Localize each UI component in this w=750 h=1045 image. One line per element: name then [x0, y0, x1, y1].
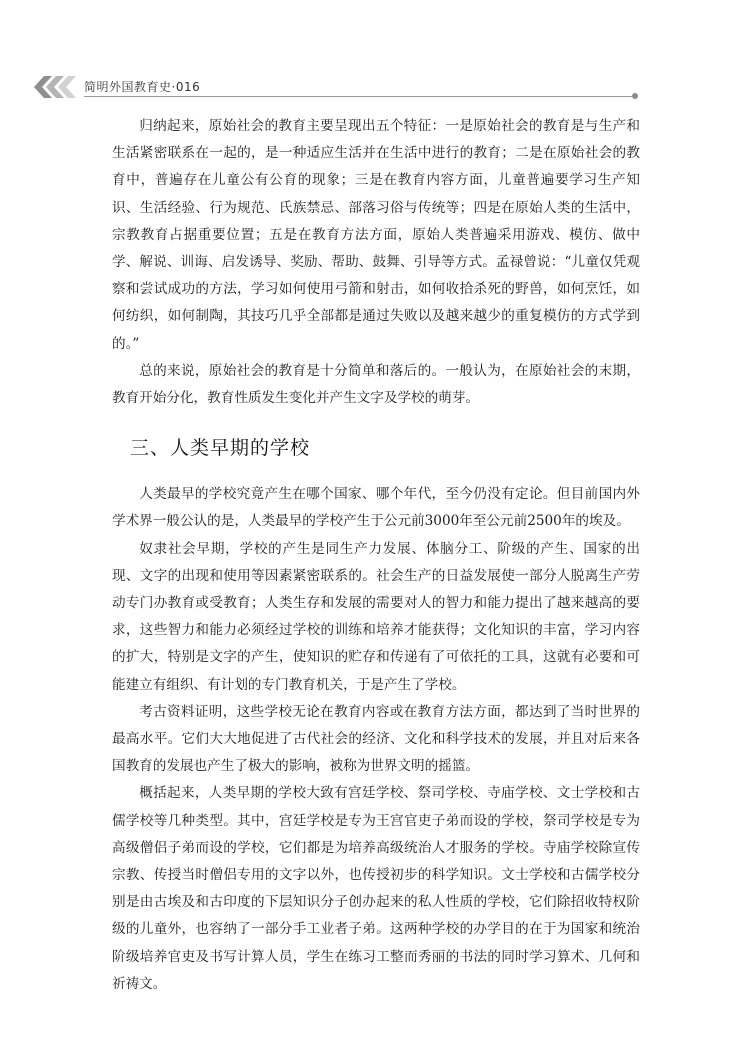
page-body	[112, 113, 640, 998]
paragraph: 考古资料证明，这些学校无论在教育内容或在教育方法方面，都达到了当时世界的最高水平。它们大大地促进了古代社会的经济、文化和科学技术的发展，并且对后来各国教育的发展也产生了极大的影响，被称为世界文明的摇篮。	[112, 703, 640, 775]
running-header	[0, 76, 750, 98]
paragraph: 总的来说，原始社会的教育是十分简单和落后的。一般认为，在原始社会的末期，教育开始分化，教育性质发生变化并产生文字及学校的萌芽。	[112, 362, 640, 407]
paragraph: 概括起来，人类早期的学校大致有宫廷学校、祭司学校、寺庙学校、文士学校和古儒学校等几种类型。其中，宫廷学校是专为王宫官吏子弟而设的学校，祭司学校是专为高级僧侣子弟而设的学校，它们都是为培养高级统治人才服务的学校。寺庙学校除宣传宗教、传授当时僧侣专用的文字以外，也传授初步的科学知识。文士学校和古儒学校分别是由古埃及和古印度的下层知识分子创办起来的私人性质的学校，它们除招收特权阶级的儿童外，也容纳了一部分手工业者子弟。这两种学校的办学目的在于为国家和统治阶级培养官吏及书写计算人员，学生在练习工整而秀丽的书法的同时学习算术、几何和祈祷文。	[112, 785, 640, 992]
header-title: 简明外国教育史·016	[84, 80, 201, 94]
header-dot	[632, 93, 638, 99]
section-title: 三、人类早期的学校	[130, 437, 311, 460]
paragraph: 归纳起来，原始社会的教育主要呈现出五个特征：一是原始社会的教育是与生产和生活紧密联系在一起的，是一种适应生活并在生活中进行的教育；二是在原始社会的教育中，普遍存在儿童公有公育的现象；三是在教育内容方面，儿童普遍要学习生产知识、生活经验、行为规范、氏族禁忌、部落习俗与传统等；四是在原始人类的生活中，宗教教育占据重要位置；五是在教育方法方面，原始人类普遍采用游戏、模仿、做中学、解说、训诲、启发诱导、奖励、帮助、鼓舞、引导等方式。孟禄曾说：“儿童仅凭观察和尝试成功的方法，学习如何使用弓箭和射击，如何收拾杀死的野兽，如何烹饪，如何纺织，如何制陶，其技巧几乎全部都是通过失败以及越来越少的重复模仿的方式学到的。”	[112, 118, 640, 352]
paragraph: 人类最早的学校究竟产生在哪个国家、哪个年代，至今仍没有定论。但目前国内外学术界一般公认的是，人类最早的学校产生于公元前3000年至公元前2500年的埃及。	[112, 486, 640, 530]
header-rule	[84, 96, 632, 97]
double-chevron-left-icon	[30, 76, 78, 98]
paragraph: 奴隶社会早期，学校的产生是同生产力发展、体脑分工、阶级的产生、国家的出现、文字的出现和使用等因素紧密联系的。社会生产的日益发展使一部分人脱离生产劳动专门办教育或受教育；人类生存和发展的需要对人的智力和能力提出了越来越高的要求，这些智力和能力必须经过学校的训练和培养才能获得；文化知识的丰富，学习内容的扩大，特别是文字的产生，使知识的贮存和传递有了可依托的工具，这就有必要和可能建立有组织、有计划的专门教育机关，于是产生了学校。	[112, 540, 640, 693]
